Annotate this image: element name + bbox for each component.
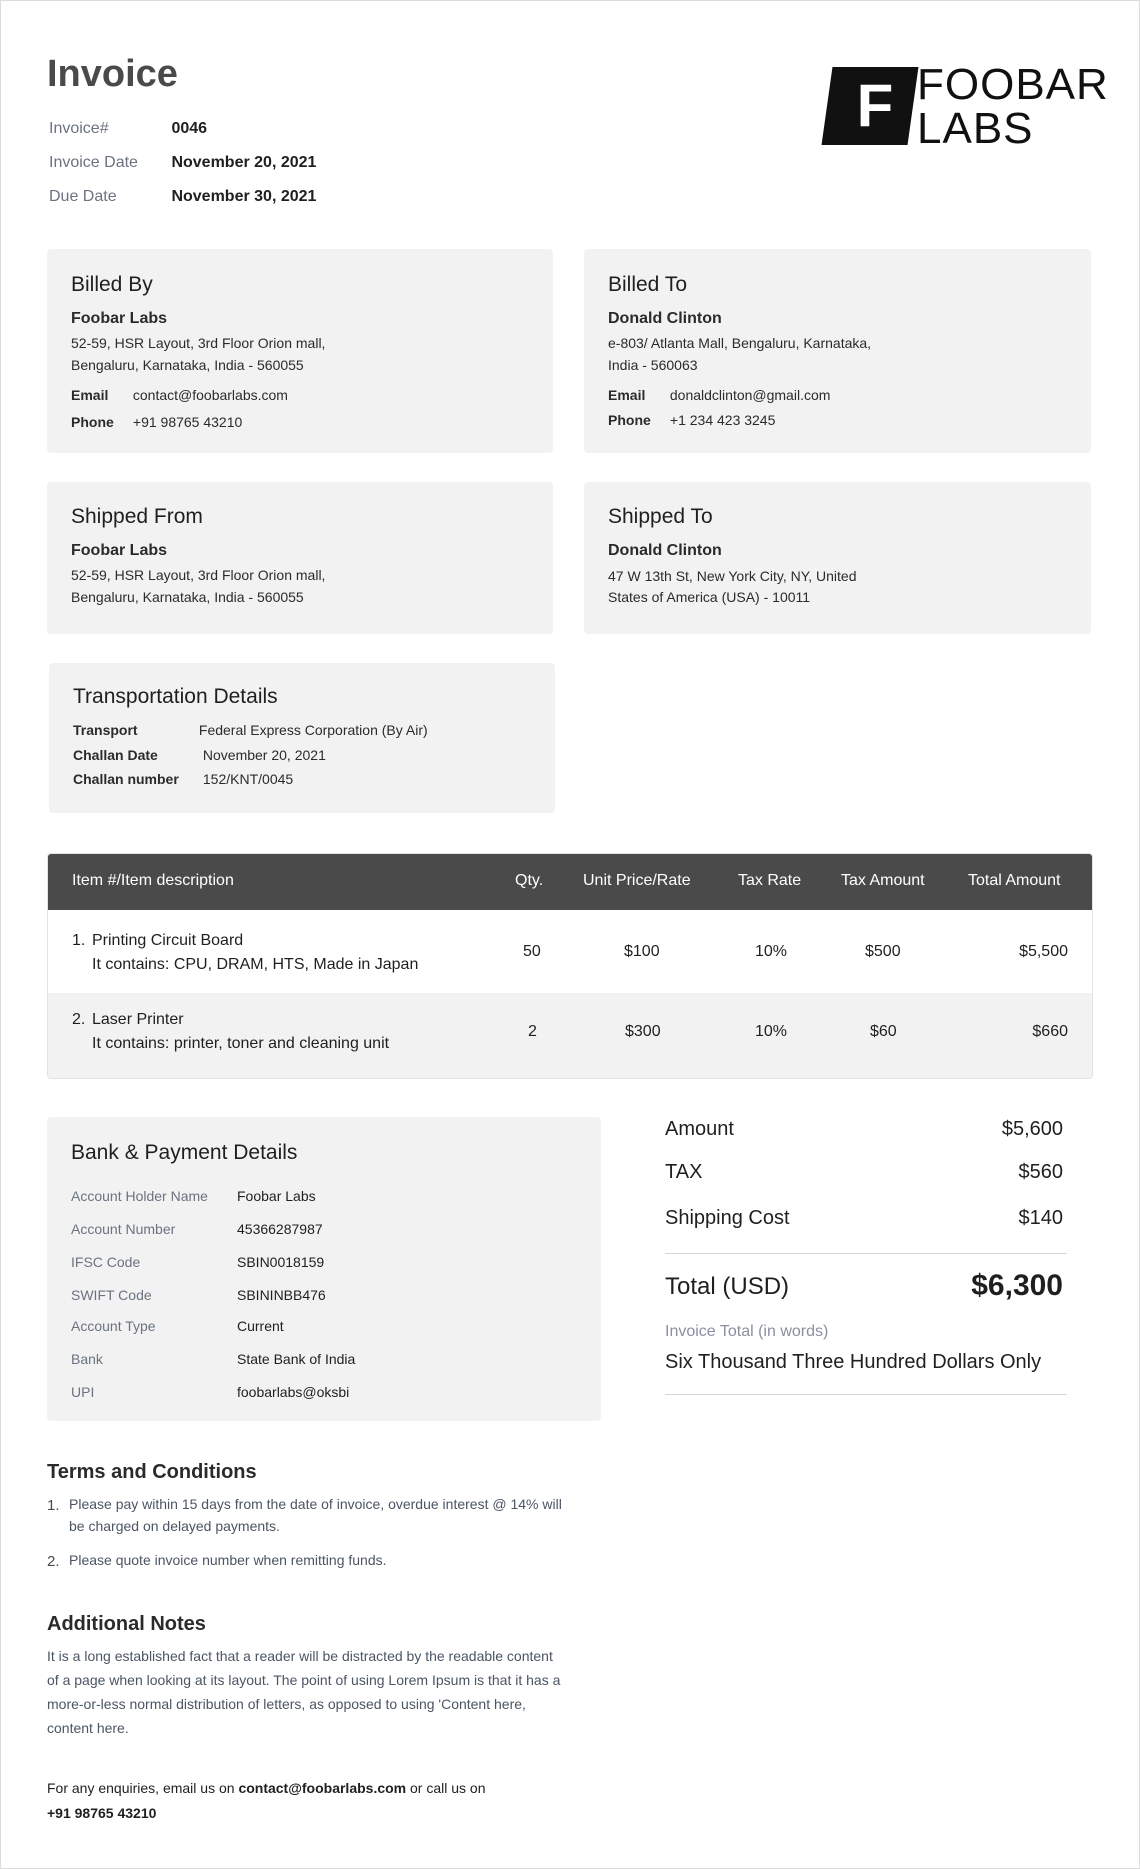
billed-by-email-row [71,384,288,406]
bank-label: Account Type [71,1318,156,1334]
footer-contact [47,1776,486,1826]
bank-value: foobarlabs@oksbi [237,1384,350,1400]
term-text: Please pay within 15 days from the date of invoice, overdue interest @ 14% will be charged on delayed payments. [69,1496,562,1534]
notes-title: Additional Notes [47,1613,206,1635]
shipped-to-address2: States of America (USA) - 10011 [608,589,811,605]
billed-by-name: Foobar Labs [71,310,168,327]
tax-label: TAX [665,1161,703,1183]
billed-by-address1: 52-59, HSR Layout, 3rd Floor Orion mall, [71,335,326,351]
billed-to-title: Billed To [608,273,687,296]
row-qty: 2 [528,1023,537,1040]
billed-by-phone-row [71,411,242,433]
transportation-card [49,663,555,813]
items-table [47,853,1093,1079]
terms-title: Terms and Conditions [47,1461,257,1483]
footer-prefix: For any enquiries, email us on [47,1780,235,1796]
billed-to-email: donaldclinton@gmail.com [669,387,831,403]
bank-value: SBININBB476 [237,1287,326,1303]
shipped-to-address1: 47 W 13th St, New York City, NY, United [608,568,857,584]
shipped-to-title: Shipped To [608,505,713,528]
bank-label: Account Number [71,1221,176,1237]
total-words-value: Six Thousand Three Hundred Dollars Only [665,1351,1042,1373]
transport-value: Federal Express Corporation (By Air) [198,722,428,738]
billed-to-name: Donald Clinton [608,310,722,327]
shipped-from-title: Shipped From [71,505,203,528]
billed-by-card [47,249,553,453]
invoice-date-value: November 20, 2021 [171,154,317,171]
footer-phone[interactable]: +91 98765 43210 [47,1805,157,1821]
transport-label: Transport [73,722,138,738]
invoice-number-value: 0046 [171,120,208,137]
row-item-name: Printing Circuit Board [92,932,244,949]
billed-to-phone: +1 234 423 3245 [669,412,776,428]
row-number: 1. [72,932,86,949]
bank-value: 45366287987 [237,1221,323,1237]
shipping-label: Shipping Cost [665,1207,790,1229]
billed-to-card [584,249,1091,453]
billed-by-phone: +91 98765 43210 [132,414,243,430]
term-number: 1. [47,1497,60,1514]
bank-label: UPI [71,1384,95,1400]
due-date-row [49,188,316,206]
phone-label: Phone [608,412,651,428]
table-header [48,854,1092,910]
amount-value: $5,600 [1001,1118,1063,1140]
summary-divider [665,1253,1067,1254]
challan-date-label: Challan Date [73,747,158,763]
bank-label: Account Holder Name [71,1188,208,1204]
row-item-desc: It contains: CPU, DRAM, HTS, Made in Japan [92,956,419,973]
transport-row [73,719,428,741]
challan-number-label: Challan number [73,771,179,787]
row-total: $5,500 [1019,943,1068,960]
shipped-to-name: Donald Clinton [608,542,722,559]
notes-text: It is a long established fact that a reader will be distracted by the readable content of a page when looking at its layout. The point of using Lorem Ipsum is that it has a more-or-less normal distribution of letters, as opposed to using 'Content here, content here. [47,1648,561,1736]
table-row [48,910,1092,993]
tax-value: $560 [1018,1161,1063,1183]
summary-divider [665,1394,1067,1395]
billed-by-title: Billed By [71,273,153,296]
billed-to-address1: e-803/ Atlanta Mall, Bengaluru, Karnataka, [608,335,872,351]
invoice-number-row [49,120,207,138]
due-date-value: November 30, 2021 [171,188,317,205]
bank-details-title: Bank & Payment Details [71,1141,298,1164]
challan-date-row [73,744,326,766]
footer-email[interactable]: contact@foobarlabs.com [238,1780,407,1796]
amount-label: Amount [665,1118,734,1140]
header-tax-rate: Tax Rate [738,872,802,889]
total-words-label: Invoice Total (in words) [665,1323,829,1340]
bank-value: State Bank of India [237,1351,356,1367]
logo-wordmark [917,60,1109,153]
row-total: $660 [1032,1023,1068,1040]
invoice-title: Invoice [47,53,178,95]
shipped-to-card [584,482,1091,634]
header-qty: Qty. [515,872,544,889]
billed-by-email: contact@foobarlabs.com [132,387,288,403]
email-label: Email [71,387,109,403]
billed-by-address2: Bengaluru, Karnataka, India - 560055 [71,357,304,373]
row-tax-amount: $500 [865,943,901,960]
term-number: 2. [47,1553,60,1570]
header-tax-amount: Tax Amount [841,872,925,889]
bank-value: Foobar Labs [237,1188,316,1204]
shipping-value: $140 [1018,1207,1063,1229]
row-tax-amount: $60 [870,1023,897,1040]
bank-details-card [47,1117,601,1421]
table-row [48,993,1092,1078]
row-tax-rate: 10% [755,943,788,960]
email-label: Email [608,387,646,403]
shipped-from-name: Foobar Labs [71,542,168,559]
total-label: Total (USD) [665,1273,790,1300]
row-tax-rate: 10% [755,1023,788,1040]
company-logo [827,60,1109,153]
row-rate: $300 [625,1023,661,1040]
invoice-date-row [49,154,316,172]
row-item-desc: It contains: printer, toner and cleaning unit [92,1035,390,1052]
row-item-name: Laser Printer [92,1011,184,1028]
bank-label: SWIFT Code [71,1287,152,1303]
billed-to-address2: India - 560063 [608,357,698,373]
challan-date-value: November 20, 2021 [202,747,326,763]
row-qty: 50 [523,943,541,960]
invoice-date-label: Invoice Date [49,154,138,171]
due-date-label: Due Date [49,188,117,205]
logo-letter: F [856,72,894,139]
header-item-description: Item #/Item description [72,872,234,889]
shipped-from-address1: 52-59, HSR Layout, 3rd Floor Orion mall, [71,567,326,583]
shipped-from-address2: Bengaluru, Karnataka, India - 560055 [71,589,304,605]
billed-to-phone-row [608,409,775,431]
shipped-from-card [47,482,553,634]
term-text: Please quote invoice number when remitting funds. [69,1552,387,1568]
challan-number-row [73,768,293,790]
header-total-amount: Total Amount [968,872,1061,889]
billed-to-email-row [608,384,830,406]
row-number: 2. [72,1011,86,1028]
invoice-number-label: Invoice# [49,120,109,137]
bank-value: Current [237,1318,284,1334]
transportation-title: Transportation Details [73,685,278,708]
challan-number-value: 152/KNT/0045 [202,771,294,787]
total-value: $6,300 [971,1269,1063,1302]
logo-line1: FOOBAR [917,60,1109,109]
bank-value: SBIN0018159 [237,1254,325,1270]
logo-line2: LABS [917,104,1034,153]
row-rate: $100 [624,943,660,960]
bank-label: Bank [71,1351,103,1367]
footer-middle: or call us on [410,1780,486,1796]
phone-label: Phone [71,414,114,430]
header-unit-price: Unit Price/Rate [583,872,691,889]
bank-label: IFSC Code [71,1254,141,1270]
